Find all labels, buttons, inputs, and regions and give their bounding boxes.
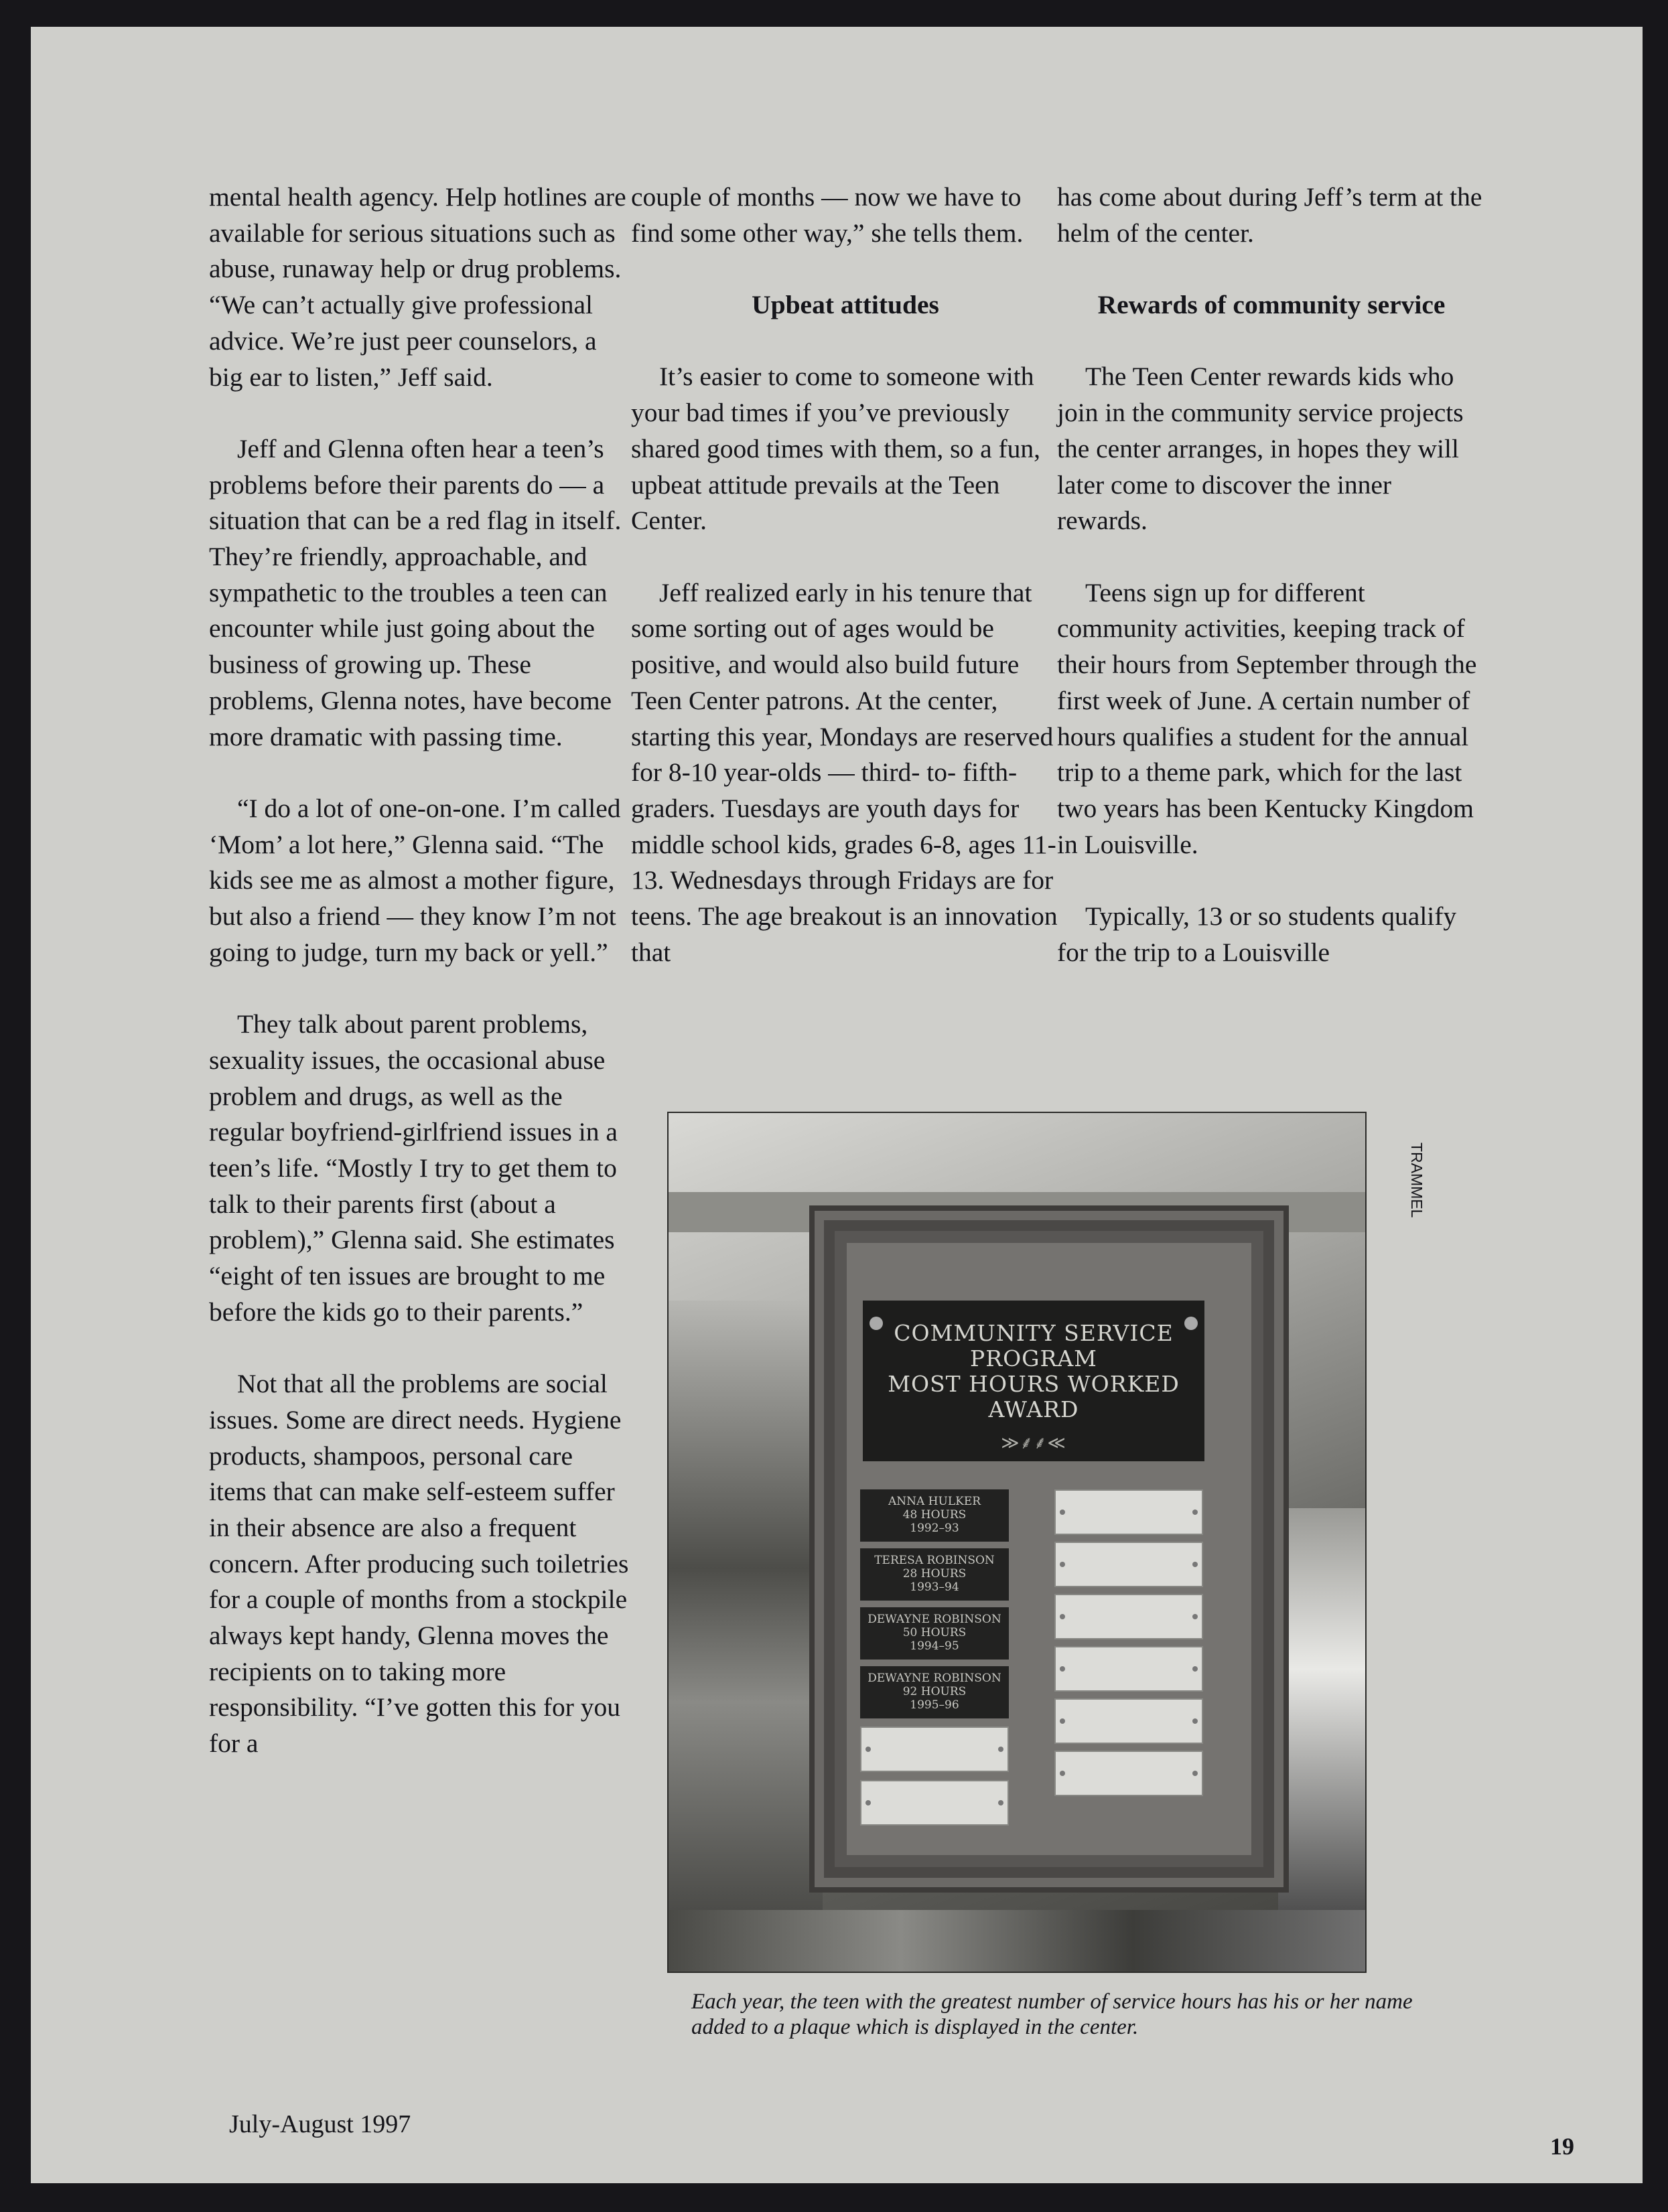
plate-name: DEWAYNE ROBINSON — [867, 1613, 1001, 1626]
plate-hours: 28 HOURS — [902, 1567, 967, 1580]
plaque-board — [847, 1243, 1251, 1855]
plate-years: 1995–96 — [910, 1698, 959, 1712]
issue-date: July-August 1997 — [229, 2110, 411, 2138]
photo-caption: Each year, the teen with the greatest number of service hours has his or her name added to a plaque which is displayed in the center. — [691, 1990, 1413, 2039]
photo-background — [1278, 1508, 1365, 1910]
paragraph: Jeff and Glenna often hear a teen’s problems before their parents do — a situation that can be a red flag in itself. They’re friendly, approachable, and sympathetic to the troubles a teen can encounter while just going about the business of growing up. These problems, Glenna notes, have become more dramatic with passing time. — [209, 433, 622, 751]
blank-name-plate — [1054, 1489, 1203, 1535]
plate-hours: 92 HOURS — [902, 1685, 967, 1698]
screw-icon — [1184, 1317, 1198, 1330]
blank-name-plate — [860, 1726, 1009, 1772]
plaque-title-plate — [863, 1301, 1204, 1461]
plate-name: TERESA ROBINSON — [874, 1554, 995, 1567]
paragraph: “I do a lot of one-on-one. I’m called ‘Mom’ a lot here,” Glenna said. “The kids see me as almost a mother figure, but also a friend — they know I’m not going to judge, turn my back or yell.” — [209, 793, 621, 967]
paragraph: Teens sign up for different community activities, keeping track of their hours from September through the first week of June. A certain number of hours qualifies a student for the annual trip to a theme park, which for the last two years has been Kentucky Kingdom in Louisville. — [1057, 577, 1477, 859]
article-column-3 — [1057, 179, 1486, 1007]
photo-background — [669, 1910, 1365, 1972]
blank-name-plate — [860, 1780, 1009, 1826]
plate-hours: 50 HOURS — [902, 1626, 967, 1639]
paragraph: couple of months — now we have to find some other way,” she tells them. — [631, 182, 1024, 248]
magazine-page — [31, 27, 1643, 2183]
name-plate — [860, 1548, 1009, 1601]
plaque-photo — [667, 1112, 1367, 1973]
blank-name-plate — [1054, 1542, 1203, 1587]
paragraph: has come about during Jeff’s term at the helm of the center. — [1057, 182, 1482, 248]
paragraph: Jeff realized early in his tenure that some sorting out of ages would be positive, and would also build future Teen Center patrons. At the center, starting this year, Mondays are reserved for 8-10 year-olds — third- to- fifth-graders. Tuesdays are youth days for middle school kids, grades 6-8, ages 11-13. Wednesdays through Fridays are for teens. The age breakout is an innovation that — [631, 577, 1058, 967]
blank-name-plate — [1054, 1751, 1203, 1796]
section-heading-upbeat-attitudes: Upbeat attitudes — [752, 290, 939, 320]
plaque-frame — [809, 1205, 1289, 1893]
paragraph: The Teen Center rewards kids who join in the community service projects the center arranges, in hopes they will later come to discover the inner rewards. — [1057, 362, 1464, 536]
blank-name-plate — [1054, 1594, 1203, 1639]
photo-credit-text: TRAMMEL — [1408, 1142, 1426, 1218]
paragraph: It’s easier to come to someone with your bad times if you’ve previously shared good times with them, so a fun, upbeat attitude prevails at the Teen Center. — [631, 362, 1041, 536]
photo-background — [669, 1301, 823, 1970]
blank-name-plate — [1054, 1698, 1203, 1744]
plaque-title-line: COMMUNITY SERVICE PROGRAM — [894, 1320, 1174, 1372]
plaque-title-line: AWARD — [988, 1396, 1079, 1422]
section-heading-rewards: Rewards of community service — [1097, 290, 1446, 320]
plate-hours: 48 HOURS — [902, 1508, 967, 1522]
page-number: 19 — [1550, 2133, 1574, 2160]
name-plate — [860, 1666, 1009, 1718]
plate-years: 1992–93 — [910, 1522, 959, 1535]
paragraph: They talk about parent problems, sexuality issues, the occasional abuse problem and drugs, as well as the regular boyfriend-girlfriend issues in a teen’s life. “Mostly I try to get them to talk to their parents first (about a problem),” Glenna said. She estimates “eight of ten issues are brought to me before the kids go to their parents.” — [209, 1009, 618, 1327]
article-column-2 — [631, 179, 1060, 1007]
name-plate — [860, 1607, 1009, 1660]
paragraph: Not that all the problems are social issues. Some are direct needs. Hygiene products, shampoos, personal care items that can make self-esteem suffer in their absence are also a frequent concern. After producing such toiletries for a couple of months from a stockpile always kept handy, Glenna moves the recipients on to taking more responsibility. “I’ve gotten this for you for a — [209, 1369, 629, 1759]
photo-credit — [1405, 1142, 1426, 1236]
plate-years: 1993–94 — [910, 1580, 959, 1594]
paragraph: Typically, 13 or so students qualify for the trip to a Louisville — [1057, 901, 1457, 967]
plaque-title-line: MOST HOURS WORKED — [888, 1371, 1180, 1397]
blank-name-plate — [1054, 1646, 1203, 1692]
paragraph: mental health agency. Help hotlines are available for serious situations such as abuse, runaway help or drug problems. “We can’t actually give professional advice. We’re just peer counselors, a big ear to listen,” Jeff said. — [209, 182, 626, 392]
plate-name: ANNA HULKER — [888, 1495, 981, 1508]
plate-years: 1994–95 — [910, 1639, 959, 1653]
plate-name: DEWAYNE ROBINSON — [867, 1672, 1001, 1685]
screw-icon — [870, 1317, 883, 1330]
article-column-1 — [209, 179, 631, 1798]
name-plate — [860, 1489, 1009, 1542]
laurel-ornament-icon: ≫⸙⸙≪ — [1001, 1433, 1066, 1453]
